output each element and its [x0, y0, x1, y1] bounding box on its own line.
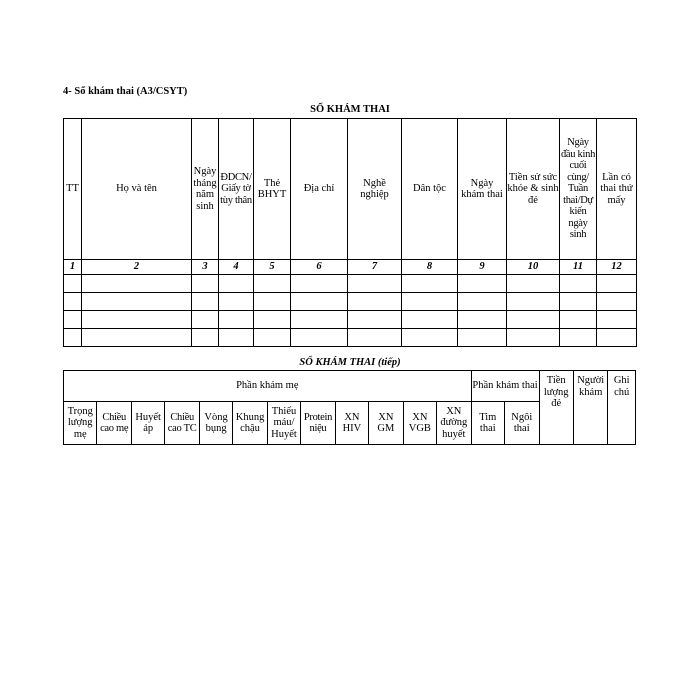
col-header-fundal-height: Chiều cao TC — [165, 402, 199, 445]
col-header-hiv-test: XN HIV — [335, 402, 368, 445]
table1-header-row — [64, 119, 637, 260]
col-header-date-of-birth: Ngày tháng năm sinh — [192, 119, 219, 260]
table-row — [64, 311, 637, 329]
col-header-occupation: Nghề nghiệp — [348, 119, 402, 260]
table1-title: SỔ KHÁM THAI — [310, 104, 390, 115]
col-header-glucose-test: XN đường huyết — [437, 402, 472, 445]
col-header-last-period: Ngày đầu kinh cuối cùng/ Tuần thai/Dự kiến ngày sinh — [560, 119, 597, 260]
col-header-pregnancy-number: Lần có thai thứ mấy — [597, 119, 637, 260]
col-header-health-insurance: Thẻ BHYT — [254, 119, 291, 260]
col-header-ethnicity: Dân tộc — [402, 119, 458, 260]
col-number: 5 — [254, 260, 291, 275]
col-header-notes: Ghi chú — [608, 371, 636, 445]
col-number: 10 — [507, 260, 560, 275]
col-header-tt: TT — [64, 119, 82, 260]
col-header-fetal-position: Ngôi thai — [505, 402, 539, 445]
col-header-full-name: Họ và tên — [82, 119, 192, 260]
col-number: 2 — [82, 260, 192, 275]
col-number: 3 — [192, 260, 219, 275]
col-header-pelvis: Khung chậu — [233, 402, 267, 445]
col-number: 6 — [291, 260, 348, 275]
table2-group-header-row — [64, 371, 636, 402]
col-header-blood-pressure: Huyết áp — [131, 402, 164, 445]
col-header-fetal-heart: Tim thai — [471, 402, 504, 445]
col-number: 11 — [560, 260, 597, 275]
col-number: 4 — [219, 260, 254, 275]
antenatal-register-continued-table — [63, 370, 636, 445]
col-header-address: Địa chỉ — [291, 119, 348, 260]
col-header-examiner: Người khám — [573, 371, 607, 445]
col-header-urine-protein: Protein niệu — [301, 402, 335, 445]
col-header-abdominal-girth: Vòng bụng — [199, 402, 232, 445]
col-header-mother-height: Chiều cao mẹ — [97, 402, 131, 445]
section-heading: 4- Sổ khám thai (A3/CSYT) — [63, 86, 188, 97]
col-number: 9 — [458, 260, 507, 275]
col-header-medical-history: Tiền sử sức khỏe & sinh đẻ — [507, 119, 560, 260]
table1-number-row — [64, 260, 637, 275]
col-header-birth-count: Tiền lượng đẻ — [539, 371, 573, 445]
col-header-gm-test: XN GM — [369, 402, 403, 445]
col-header-mother-weight: Trọng lượng mẹ — [64, 402, 97, 445]
col-header-id-document: ĐDCN/ Giấy tờ tùy thân — [219, 119, 254, 260]
col-number: 7 — [348, 260, 402, 275]
col-number: 1 — [64, 260, 82, 275]
col-number: 8 — [402, 260, 458, 275]
col-header-exam-date: Ngày khám thai — [458, 119, 507, 260]
table2-title: SỔ KHÁM THAI (tiếp) — [299, 357, 401, 368]
group-header-fetus-exam: Phần khám thai — [471, 371, 539, 402]
col-number: 12 — [597, 260, 637, 275]
col-header-anemia: Thiếu máu/ Huyết — [267, 402, 300, 445]
col-header-hbv-test: XN VGB — [403, 402, 436, 445]
antenatal-register-table — [63, 118, 637, 347]
table-row — [64, 293, 637, 311]
table-row — [64, 329, 637, 347]
group-header-mother-exam: Phần khám mẹ — [64, 371, 472, 402]
table-row — [64, 275, 637, 293]
